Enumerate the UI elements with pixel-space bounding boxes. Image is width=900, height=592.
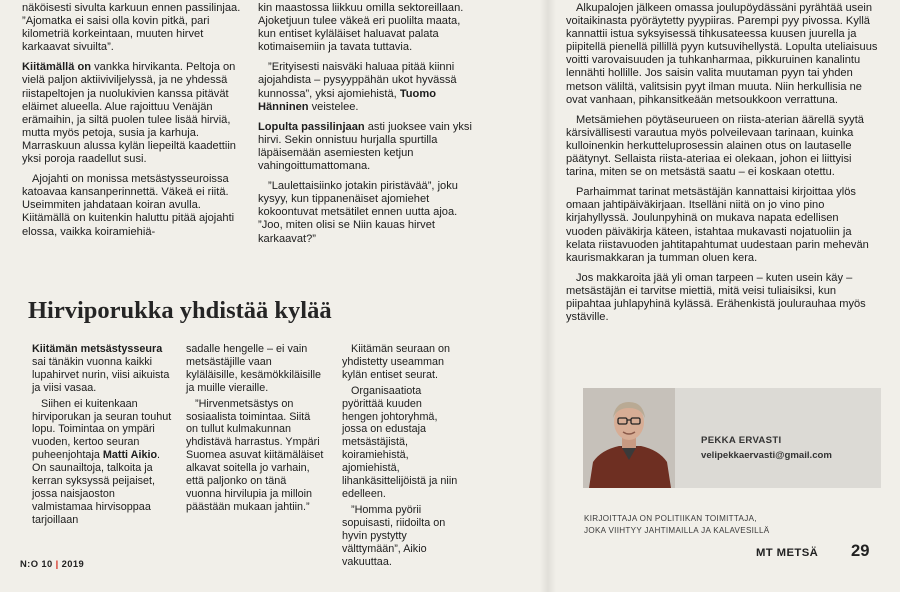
- paragraph: kin maastossa liikkuu omilla sektoreillaan. Ajoketjuun tulee väkeä eri puolilta maata, kun entiset kyläläiset haluavat palata kotimaisemiin ja tavata tuttavia.: [258, 2, 464, 54]
- issue-label: [20, 558, 84, 569]
- paragraph: näköisesti sivulta karkuun ennen passilinjaa. ”Ajomatka ei saisi olla kovin pitkä, pari kilometriä korkeintaan, muuten hirvet karkaavat sivuilta”.: [22, 2, 241, 54]
- paragraph: Alkupalojen jälkeen omassa joulupöydässäni pyrähtää usein voitaikinasta pyöräytetty pyypiiras. Parempi pyy pivossa. Kyllä kannattii istua syksyisessä tihkusateessa kuusen juurella ja piipitellä pienellä pillillä pyyn kutsuvihellystä. Lopulta uteliaisuus voitti varovaisuuden ja tuhkanharmaa, pikkuruinen kanalintu lennähti hollille. Jos saisin valita muutaman pyyn tai yhden metson väliltä, valitsisin pyyt ilman muuta. Niin herkullisia ne ovat vanhaan, pihkansitkeään metsoukkoon verrattuna.: [566, 2, 878, 106]
- page-number: 29: [851, 541, 870, 560]
- paragraph: Parhaimmat tarinat metsästäjän kannattaisi kirjoittaa ylös omaan jahtipäiväkirjaan. Itselläni niitä on jo vino pino kirjahyllyssä. Joulunpyhinä on mukava napata edellisen vuoden päiväkirja käteen, istahtaa mukavasti nojatuoliin ja kelata riistavuoden jahtitapahtumat uudestaan parin mehevän kaurismakkaran ja tumman oluen kera.: [566, 186, 869, 264]
- paragraph: Kiitämän seuraan on yhdistetty useamman kylän entiset seurat.: [342, 343, 451, 381]
- paragraph: [32, 343, 172, 395]
- paragraph: ”Homma pyörii sopuisasti, riidoilta on hyvin pystytty välttymään”, Aikio vakuuttaa.: [342, 503, 446, 568]
- publication-name: MT METSÄ: [756, 547, 819, 559]
- person-name: Tuomo Hänninen: [258, 87, 436, 113]
- article-column-1: [22, 2, 244, 246]
- paragraph: [32, 398, 172, 527]
- paragraph-text: ”Erityisesti naisväki haluaa pitää kiinni ajojahdista – pysyyppähän ukot hyvässä kunnossa”, yksi ajomiehistä,: [258, 61, 457, 100]
- author-box: [583, 388, 881, 488]
- paragraph: Metsämiehen pöytäseurueen on riista-aterian äärellä syytä kärsivällisesti varautua myös polveilevaan tarinaan, kuinka kulloinenkin herkutteluprosessin alainen otus on lautaselle päätynyt. Sellaista riista-ateriaa ei olekaan, johon ei liittyisi tarina, miten se on metsästä saatu – ei koskaan otettu.: [566, 113, 864, 179]
- separator: |: [55, 558, 59, 569]
- person-portrait-icon: [583, 388, 675, 488]
- issue-year: 2019: [61, 558, 85, 569]
- paragraph: Jos makkaroita jää yli oman tarpeen – kuten usein käy – metsästäjän ei tarvitse miettiä, mitä veisi tuliaisiksi, kun piipahtaa juhlapyhinä kylässä. Erähenkistä joulurauhaa myös ystäville.: [566, 271, 866, 324]
- author-caption: [584, 513, 844, 536]
- author-photo: [583, 388, 675, 488]
- paragraph: sadalle hengelle – ei vain metsästäjille vaan kyläläisille, kesämökkiläisille ja muille vieraille.: [186, 343, 322, 394]
- column-text: [566, 2, 878, 331]
- sidebar-column-1: [32, 343, 172, 530]
- article-column-2: [258, 2, 480, 253]
- paragraph: [22, 61, 244, 166]
- author-name: PEKKA ERVASTI: [701, 435, 782, 446]
- caption-line: JOKA VIIHTYY JAHTIMAILLA JA KALAVESILLÄ: [584, 525, 770, 535]
- page-gutter-shadow: [540, 0, 556, 592]
- paragraph: Organisaatiota pyörittää kuuden hengen johtoryhmä, jossa on edustaja metsästäjistä, koiramiehistä, ajomiehistä, lihankäsittelijöistä ja niin edelleen.: [342, 384, 458, 500]
- sidebar-column-3: [342, 343, 460, 571]
- issue-number: N:O 10: [20, 558, 53, 569]
- sidebar-headline: Hirviporukka yhdistää kylää: [28, 297, 332, 324]
- paragraph-lead: Kiitämän metsästysseura: [32, 343, 163, 355]
- paragraph-text: vankka hirvikanta. Peltoja on vielä paljon aktiiviviljelyssä, ja ne yhdessä riistapeltojen ja nuolukivien kanssa pitävät eläimet alueella. Alue rajoittuu Venäjän erämaihin, ja siltä puolen tulee lisää hirviä, mutta myös petoja, susia ja karhuja. Marraskuun alussa kylän liepeiltä kaadettiin yksi poroja raadellut susi.: [22, 61, 236, 166]
- paragraph: [258, 61, 480, 113]
- paragraph: ”Hirvenmetsästys on sosiaalista toimintaa. Siitä on tullut kulmakunnan yhdistävä harrastus. Ympäri Suomea asuvat kiitämäläiset alkavat soitella jo varhain, että paljonko on tänä vuonna hirvilupia ja milloin päästään mukaan jahtiin.”: [186, 397, 324, 513]
- paragraph: ”Laulettaisiinko jotakin piristävää”, joku kysyy, kun tippanenäiset ajomiehet kokoontuvat metsätilet ennen uutta ajoa. ”Joo, miten olisi se Niin kauas hirvet karkaavat?”: [258, 180, 458, 245]
- caption-line: KIRJOITTAJA ON POLITIIKAN TOIMITTAJA,: [584, 514, 757, 523]
- paragraph: Ajojahti on monissa metsästysseuroissa katoavaa kansanperinnettä. Väkeä ei riitä. Useimmiten jahdataan koiran avulla. Kiitämällä on kuitenkin haluttu pitää ajojahti elossa, vaikka koiramiehiä-: [22, 173, 235, 238]
- paragraph-text: asti juoksee vain yksi hirvi. Sekin onnistuu hurjalla spurtilla läpäisemään asemiesten ketjun vahingoittumattomana.: [258, 120, 472, 173]
- paragraph-text: Siihen ei kuitenkaan hirviporukan ja seuran touhut lopu. Toimintaa on ympäri vuoden, kertoo seuran puheenjohtaja: [32, 397, 172, 462]
- paragraph-text: sai tänäkin vuonna kaikki lupahirvet nurin, viisi aikuista ja viisi vasaa.: [32, 355, 170, 394]
- paragraph: [258, 121, 480, 173]
- paragraph-text: . On saunailtoja, talkoita ja kerran syksyssä peijaiset, jossa naisjaoston valmistamaa hirvisoppaa tarjoillaan: [32, 449, 161, 526]
- sidebar-column-2: [186, 343, 324, 517]
- author-email: velipekkaervasti@gmail.com: [701, 450, 832, 461]
- paragraph-lead: Kiitämällä on: [22, 61, 92, 74]
- paragraph-text: veistelee.: [308, 100, 359, 113]
- paragraph-lead: Lopulta passilinjaan: [258, 120, 365, 133]
- person-name: Matti Aikio: [102, 449, 158, 462]
